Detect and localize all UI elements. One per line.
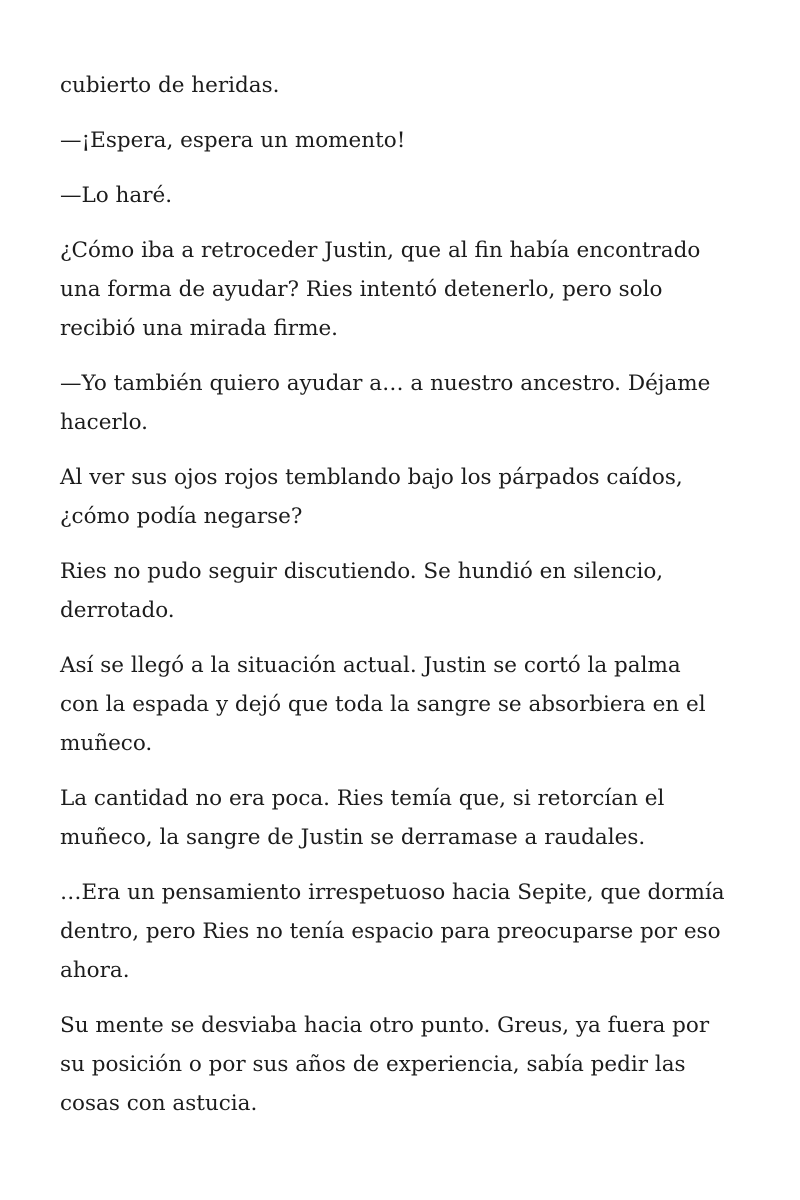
paragraph: cubierto de heridas.	[60, 73, 280, 98]
paragraph: …Era un pensamiento irrespetuoso hacia Sepite, que dormía dentro, pero Ries no tenía espacio para preocuparse por eso ahora.	[60, 880, 725, 983]
paragraph: Así se llegó a la situación actual. Justin se cortó la palma con la espada y dejó que toda la sangre se absorbiera en el muñeco.	[60, 653, 706, 756]
paragraph: Su mente se desviaba hacia otro punto. Greus, ya fuera por su posición o por sus años de experiencia, sabía pedir las cosas con astucia.	[60, 1013, 710, 1116]
paragraph: —Yo también quiero ayudar a… a nuestro ancestro. Déjame hacerlo.	[60, 371, 711, 435]
paragraph: —Lo haré.	[60, 183, 173, 208]
paragraph: Al ver sus ojos rojos temblando bajo los párpados caídos, ¿cómo podía negarse?	[60, 465, 683, 529]
paragraph: ¿Cómo iba a retroceder Justin, que al fin había encontrado una forma de ayudar? Ries intentó detenerlo, pero solo recibió una mirada firme.	[60, 238, 701, 341]
paragraph: La cantidad no era poca. Ries temía que, si retorcían el muñeco, la sangre de Justin se derramase a raudales.	[60, 786, 665, 850]
paragraph: —¡Espera, espera un momento!	[60, 128, 406, 153]
paragraph: Ries no pudo seguir discutiendo. Se hundió en silencio, derrotado.	[60, 559, 664, 623]
